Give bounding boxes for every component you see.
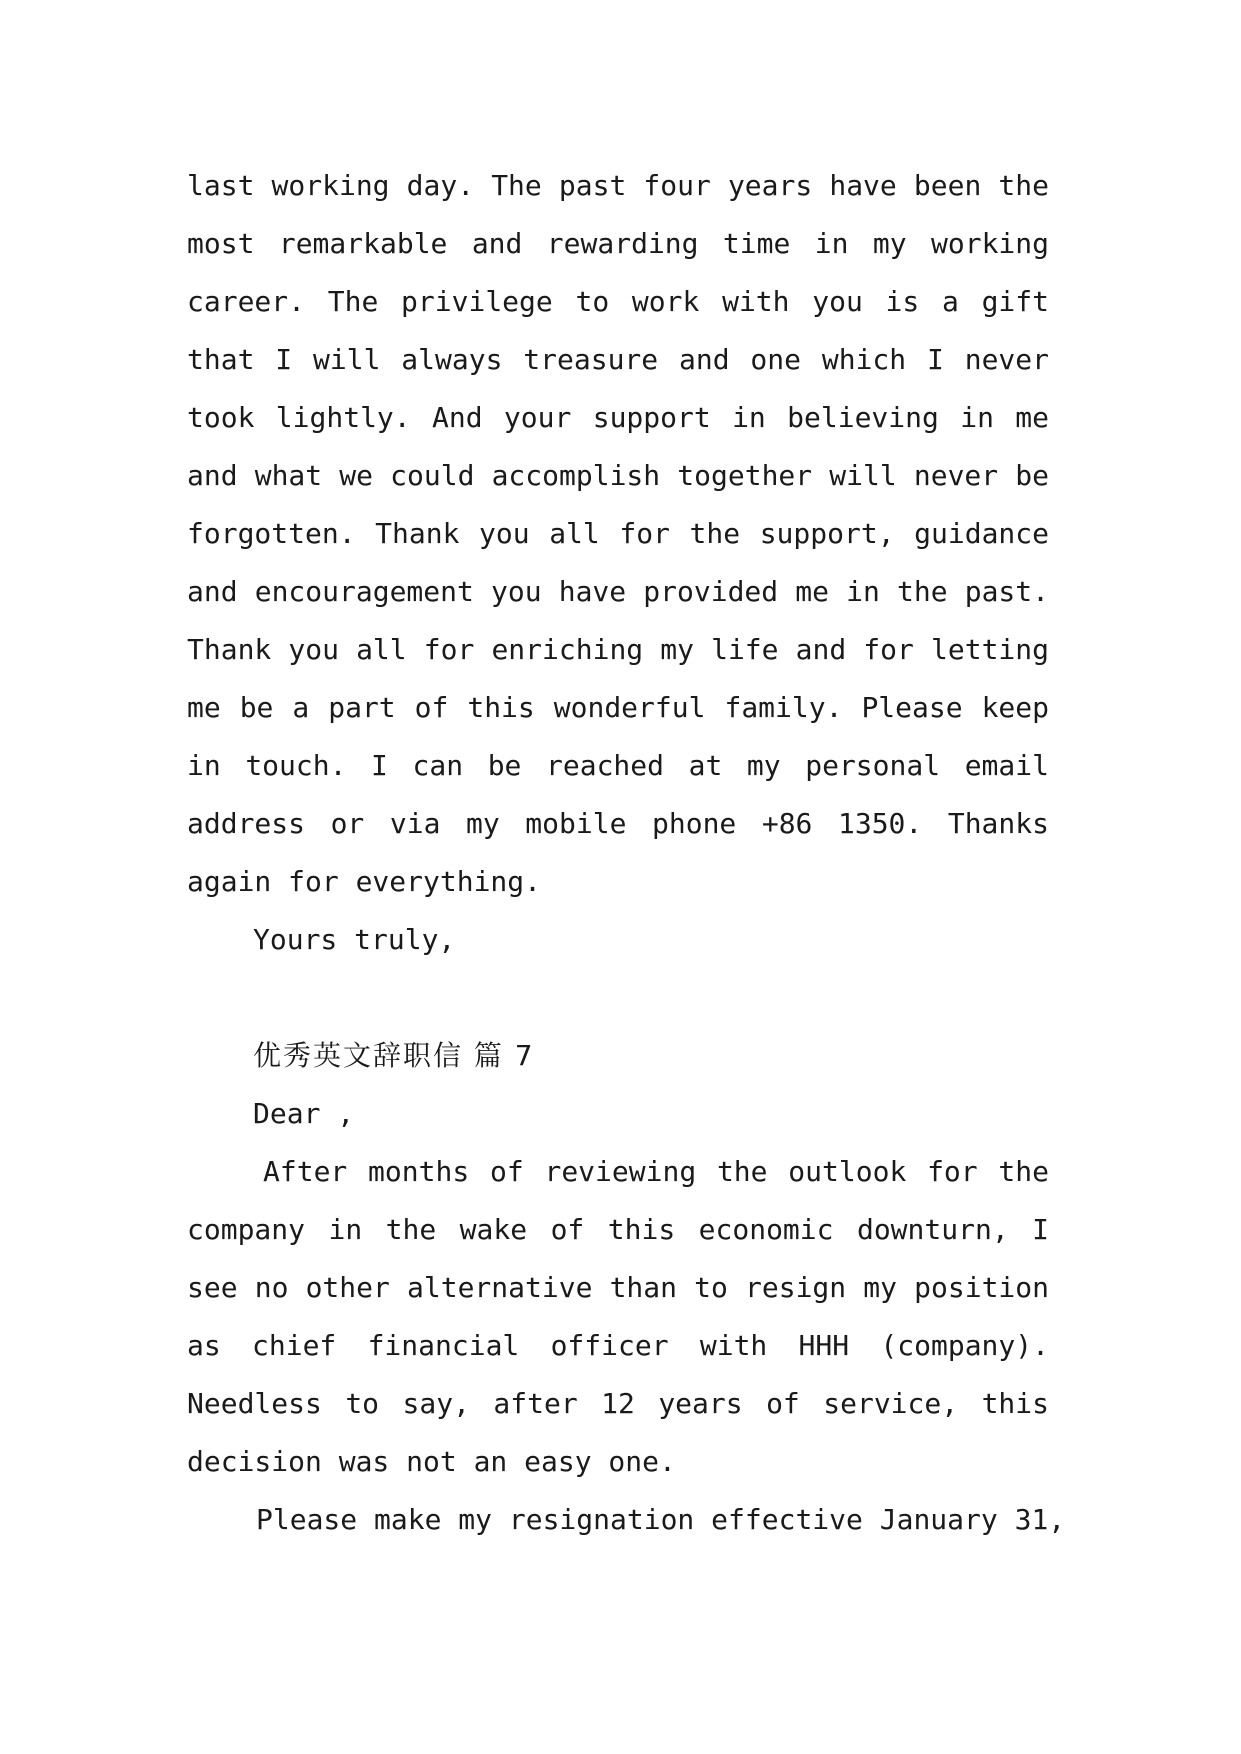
paragraph-line: Please make my resignation effective January 31, bbox=[256, 1503, 1066, 1536]
paragraph-line: Thank you all for enriching my life and for letting bbox=[187, 633, 1049, 666]
paragraph-line: Needless to say, after 12 years of service, this bbox=[187, 1387, 1049, 1420]
paragraph-line: career. The privilege to work with you is a gift bbox=[187, 285, 1049, 318]
paragraph-line: decision was not an easy one. bbox=[187, 1445, 676, 1478]
paragraph-line: me be a part of this wonderful family. Please keep bbox=[187, 691, 1049, 724]
paragraph-line: took lightly. And your support in believing in me bbox=[187, 401, 1049, 434]
paragraph-line: most remarkable and rewarding time in my working bbox=[187, 227, 1049, 260]
paragraph-line: that I will always treasure and one which I never bbox=[187, 343, 1049, 376]
paragraph-line: company in the wake of this economic downturn, I bbox=[187, 1213, 1049, 1246]
paragraph-line: see no other alternative than to resign my position bbox=[187, 1271, 1049, 1304]
paragraph-line: again for everything. bbox=[187, 865, 542, 898]
paragraph-line: forgotten. Thank you all for the support, guidance bbox=[187, 517, 1049, 550]
paragraph-line: address or via my mobile phone +86 1350. Thanks bbox=[187, 807, 1049, 840]
paragraph-line: and encouragement you have provided me in the past. bbox=[187, 575, 1049, 608]
paragraph-line: After months of reviewing the outlook for the bbox=[263, 1155, 1049, 1188]
section-heading: 优秀英文辞职信 篇 7 bbox=[253, 1039, 535, 1072]
paragraph-line: and what we could accomplish together will never be bbox=[187, 459, 1049, 492]
salutation: Dear , bbox=[253, 1097, 355, 1130]
paragraph-line: last working day. The past four years have been the bbox=[187, 169, 1049, 202]
paragraph-line: in touch. I can be reached at my personal email bbox=[187, 749, 1049, 782]
closing-text: Yours truly, bbox=[253, 923, 456, 956]
paragraph-line: as chief financial officer with HHH (company). bbox=[187, 1329, 1049, 1362]
